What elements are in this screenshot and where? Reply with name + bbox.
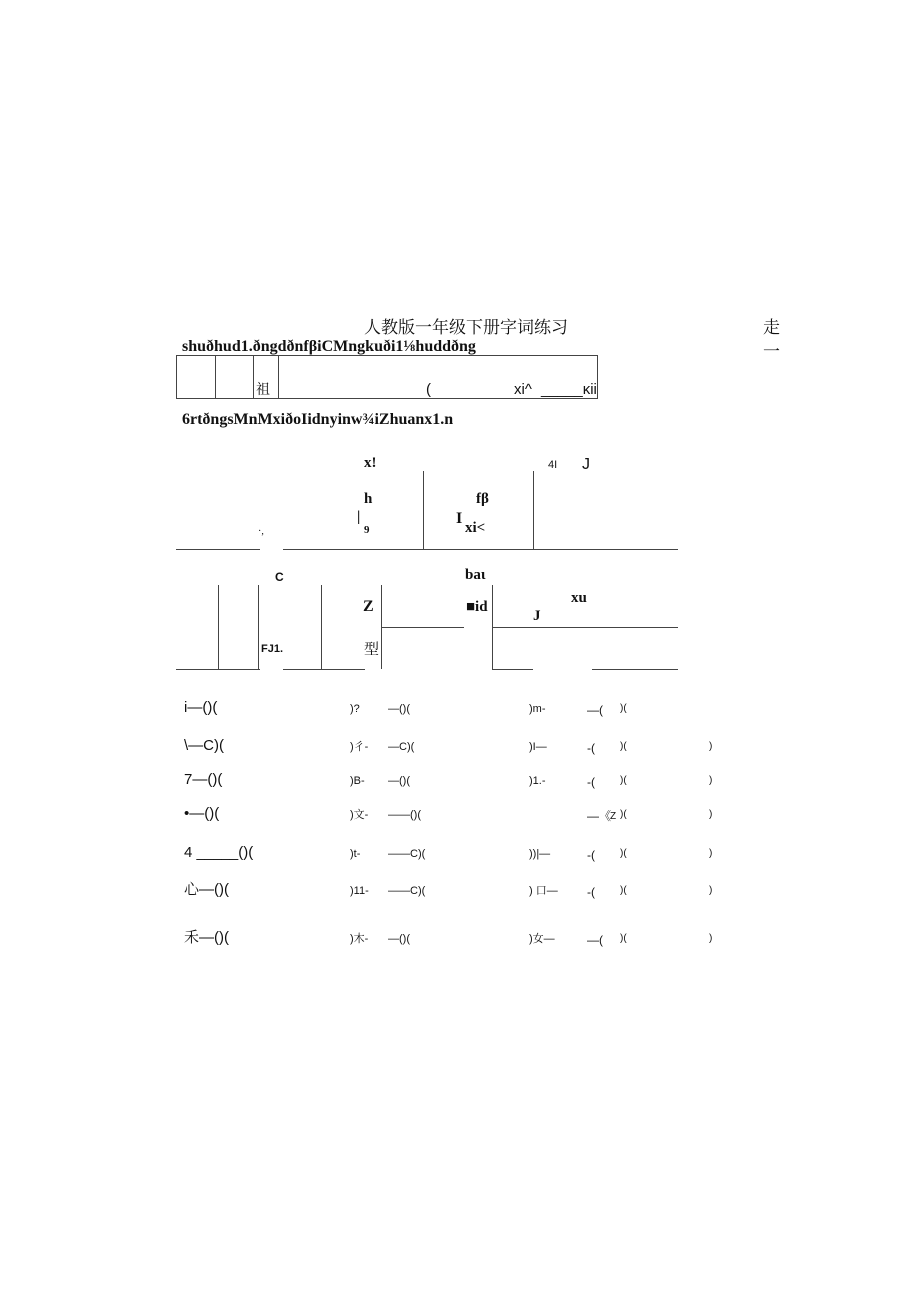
corner-char-top: 走 <box>763 318 780 337</box>
grid1-text: ·, <box>258 526 264 537</box>
exercise-item-col2a: )木- <box>350 933 369 945</box>
grid2-divider <box>258 585 259 669</box>
exercise-item-col3b: —《 <box>587 809 612 823</box>
exercise-item-col2a: )彳- <box>350 741 369 753</box>
exercise-item-col2b: —()( <box>388 933 410 945</box>
grid1-text: 9 <box>364 524 370 536</box>
exercise-item-col3b: -( <box>587 741 595 755</box>
grid2-text: ■id <box>466 599 488 615</box>
exercise-item-col3b: —( <box>587 703 603 717</box>
grid2-divider <box>218 585 219 669</box>
exercise-item-col3a: )1.- <box>529 775 546 787</box>
exercise-item-col3c: )( <box>620 775 627 786</box>
grid1-text: xi< <box>465 520 486 536</box>
grid1-divider <box>533 471 534 549</box>
exercise-item-col2a: )11- <box>350 885 369 897</box>
exercise-item-col2b: —()( <box>388 703 410 715</box>
exercise-item-col1: 4 _____()( <box>184 844 254 861</box>
grid2-midline <box>381 627 464 628</box>
exercise-item-col3c: )( <box>620 848 627 859</box>
exercise-item-col3a: )m- <box>529 703 546 715</box>
grid2-midline <box>492 627 678 628</box>
exercise-item-col3a: )女— <box>529 933 555 945</box>
grid1-text: I <box>456 510 463 527</box>
grid1-text: fβ <box>476 491 489 507</box>
grid1-baseline <box>283 549 678 550</box>
exercise-item-col3d: ) <box>709 809 713 820</box>
box-text-b: _____κii <box>541 381 597 398</box>
exercise-extra-mark: Z <box>610 811 617 822</box>
grid1-text: x! <box>364 455 377 471</box>
grid2-divider <box>321 585 322 669</box>
exercise-item-col3c: )( <box>620 933 627 944</box>
grid1-divider <box>423 471 424 549</box>
answer-box-row <box>176 355 598 399</box>
grid2-baseline <box>283 669 365 670</box>
grid2-baseline <box>592 669 678 670</box>
exercise-item-col2a: )t- <box>350 848 361 860</box>
grid1-text: h <box>364 491 373 507</box>
exercise-item-col2b: —C)( <box>388 741 415 753</box>
box-divider <box>278 355 279 399</box>
exercise-item-col3d: ) <box>709 885 713 896</box>
exercise-item-col3a: )I— <box>529 741 547 753</box>
exercise-item-col3c: )( <box>620 703 627 714</box>
grid2-text: Z <box>363 598 374 615</box>
grid2-text: C <box>275 570 284 584</box>
exercise-item-col3a: ))|— <box>529 848 551 860</box>
exercise-item-col3d: ) <box>709 775 713 786</box>
exercise-item-col3b: -( <box>587 848 595 862</box>
exercise-item-col1: i—()( <box>184 699 218 716</box>
exercise-item-col3b: -( <box>587 885 595 899</box>
exercise-item-col1: •—()( <box>184 805 220 822</box>
box-paren: ( <box>426 381 431 398</box>
exercise-item-col2a: )文- <box>350 809 369 821</box>
exercise-item-col3c: )( <box>620 885 627 896</box>
exercise-item-col3d: ) <box>709 933 713 944</box>
corner-char-bottom: 一 <box>763 342 780 361</box>
grid1-text: | <box>357 509 361 525</box>
box-cell-char: 祖 <box>256 381 270 397</box>
grid2-text: xu <box>571 590 587 606</box>
box-divider <box>215 355 216 399</box>
pinyin-line-2: 6rtðngsMnMxiðoIidnyinw¾iZhuanx1.n <box>182 411 454 428</box>
exercise-item-col1: 心—()( <box>184 881 229 898</box>
grid2-text: baι <box>465 567 486 583</box>
exercise-item-col3d: ) <box>709 848 713 859</box>
grid2-text: 型 <box>364 641 380 658</box>
exercise-item-col2b: —()( <box>388 775 410 787</box>
exercise-item-col3c: )( <box>620 809 627 820</box>
pinyin-line-1: shuðhud1.ðngdðnfβiCMngkuði1⅛huddðng <box>182 338 476 355</box>
page-title: 人教版一年级下册字词练习 <box>364 318 568 337</box>
exercise-item-col1: \—C)( <box>184 737 224 754</box>
box-divider <box>253 355 254 399</box>
exercise-item-col3c: )( <box>620 741 627 752</box>
grid1-baseline <box>176 549 260 550</box>
exercise-item-col1: 7—()( <box>184 771 223 788</box>
exercise-item-col3b: —( <box>587 933 603 947</box>
grid2-text: FJ1. <box>261 643 284 655</box>
exercise-item-col3b: -( <box>587 775 595 789</box>
grid2-text: J <box>533 608 541 624</box>
exercise-item-col2b: ——C)( <box>388 885 426 897</box>
exercise-item-col2a: )B- <box>350 775 365 787</box>
exercise-item-col3d: ) <box>709 741 713 752</box>
exercise-item-col2b: ——C)( <box>388 848 426 860</box>
exercise-item-col2b: ——()( <box>388 809 421 821</box>
box-text-a: xi^ <box>514 381 532 398</box>
grid1-text: 4I <box>548 459 558 471</box>
exercise-item-col3a: ) 口— <box>529 885 558 897</box>
grid2-baseline <box>176 669 260 670</box>
grid2-baseline <box>492 669 533 670</box>
exercise-item-col2a: )? <box>350 703 360 715</box>
grid1-text: J <box>582 456 590 473</box>
exercise-item-col1: 禾—()( <box>184 929 229 946</box>
